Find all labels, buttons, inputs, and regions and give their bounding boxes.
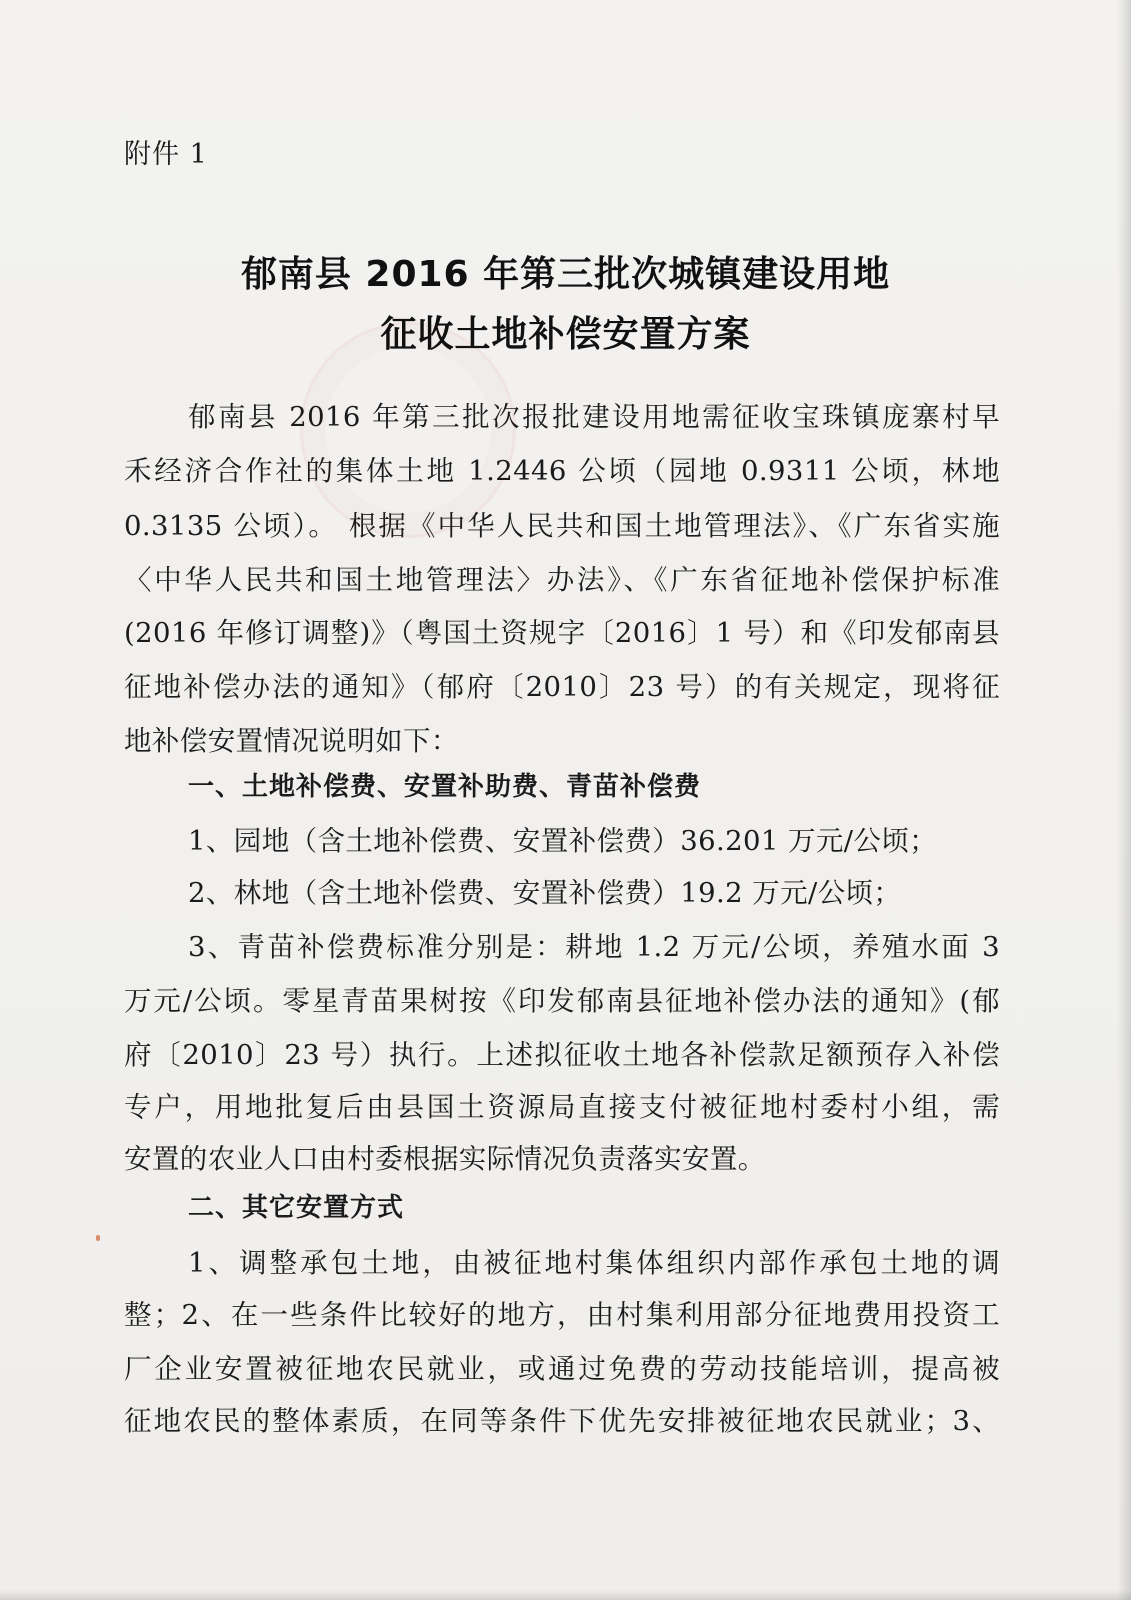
section-heading-1: 一、土地补偿费、安置补助费、青苗补偿费 bbox=[188, 772, 702, 802]
body-line: 府〔2010〕23 号）执行。上述拟征收土地各补偿款足额预存入补偿 bbox=[124, 1039, 1000, 1071]
scan-edge-shadow-right bbox=[1117, 0, 1131, 1600]
body-line: 0.3135 公顷）。 根据《中华人民共和国土地管理法》、《广东省实施 bbox=[124, 510, 1000, 542]
body-line: 1、园地（含土地补偿费、安置补偿费）36.201 万元/公顷； bbox=[188, 825, 938, 857]
body-line: 郁南县 2016 年第三批次报批建设用地需征收宝珠镇庞寨村早 bbox=[188, 401, 1000, 433]
body-line: (2016 年修订调整)》（粤国土资规字〔2016〕1 号）和《印发郁南县 bbox=[124, 617, 1000, 649]
body-line: 安置的农业人口由村委根据实际情况负责落实安置。 bbox=[124, 1143, 766, 1175]
body-line: 万元/公顷。零星青苗果树按《印发郁南县征地补偿办法的通知》(郁 bbox=[124, 985, 1000, 1017]
section-heading-2: 二、其它安置方式 bbox=[188, 1193, 405, 1223]
body-line: 专户，用地批复后由县国土资源局直接支付被征地村委村小组，需 bbox=[124, 1091, 1000, 1123]
body-line: 整；2、在一些条件比较好的地方，由村集利用部分征地费用投资工 bbox=[124, 1299, 1000, 1331]
body-line: 1、调整承包土地，由被征地村集体组织内部作承包土地的调 bbox=[188, 1247, 1000, 1279]
body-line: 厂企业安置被征地农民就业，或通过免费的劳动技能培训，提高被 bbox=[124, 1353, 1000, 1385]
body-line: 3、青苗补偿费标准分别是：耕地 1.2 万元/公顷，养殖水面 3 bbox=[188, 931, 1000, 963]
body-line: 2、林地（含土地补偿费、安置补偿费）19.2 万元/公顷； bbox=[188, 877, 902, 909]
body-line: 征地补偿办法的通知》（郁府〔2010〕23 号）的有关规定，现将征 bbox=[124, 671, 1000, 703]
attachment-label: 附件 1 bbox=[124, 139, 208, 170]
body-line: 征地农民的整体素质，在同等条件下优先安排被征地农民就业；3、 bbox=[124, 1405, 1000, 1437]
body-line: 地补偿安置情况说明如下： bbox=[124, 725, 459, 757]
scan-speck bbox=[96, 1235, 100, 1241]
document-title-line-1: 郁南县 2016 年第三批次城镇建设用地 bbox=[240, 254, 891, 295]
body-line: 〈中华人民共和国土地管理法〉办法》、《广东省征地补偿保护标准 bbox=[124, 564, 1000, 596]
document-title-line-2: 征收土地补偿安置方案 bbox=[380, 314, 751, 355]
scan-edge-shadow-bottom bbox=[0, 1590, 1131, 1600]
body-line: 禾经济合作社的集体土地 1.2446 公顷（园地 0.9311 公顷，林地 bbox=[124, 455, 1000, 487]
